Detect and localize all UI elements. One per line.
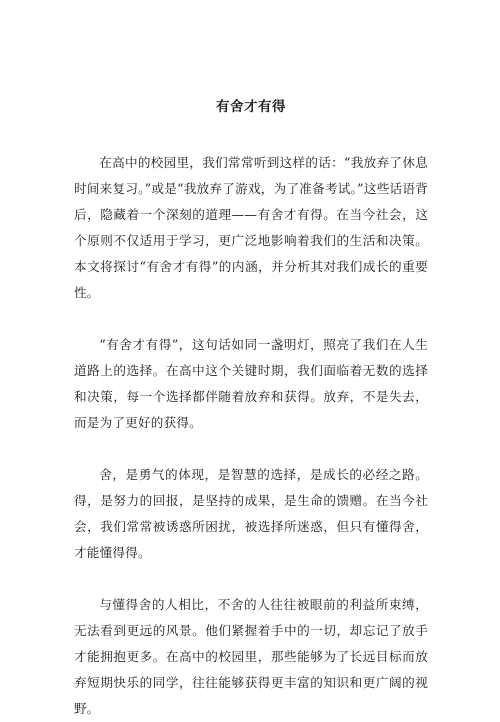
paragraph-4: 与懂得舍的人相比，不舍的人往往被眼前的利益所束缚，无法看到更远的风景。他们紧握着手中的一切，却忘记了放手才能拥抱更多。在高中的校园里，那些能够为了长远目标而放弃短期快乐的同学，往往能够获得更丰富的知识和更广阔的视野。 xyxy=(74,597,428,716)
paragraph-1: 在高中的校园里，我们常常听到这样的话：“我放弃了休息时间来复习。”或是“我放弃了游戏，为了准备考试。”这些话语背后，隐藏着一个深刻的道理——有舍才有得。在当今社会，这个原则不仅适用于学习，更广泛地影响着我们的生活和决策。本文将探讨“有舍才有得”的内涵，并分析其对我们成长的重要性。 xyxy=(74,155,428,300)
paragraph-3: 舍，是勇气的体现，是智慧的选择，是成长的必经之路。得，是努力的回报，是坚持的成果，是生命的馈赠。在当今社会，我们常常被诱惑所困扰，被选择所迷惑，但只有懂得舍，才能懂得得。 xyxy=(74,467,428,560)
paragraph-2: “有舍才有得”，这句话如同一盏明灯，照亮了我们在人生道路上的选择。在高中这个关键时期，我们面临着无数的选择和决策，每一个选择都伴随着放弃和获得。放弃，不是失去，而是为了更好的获得。 xyxy=(74,337,428,430)
document-title: 有舍才有得 xyxy=(216,99,286,115)
